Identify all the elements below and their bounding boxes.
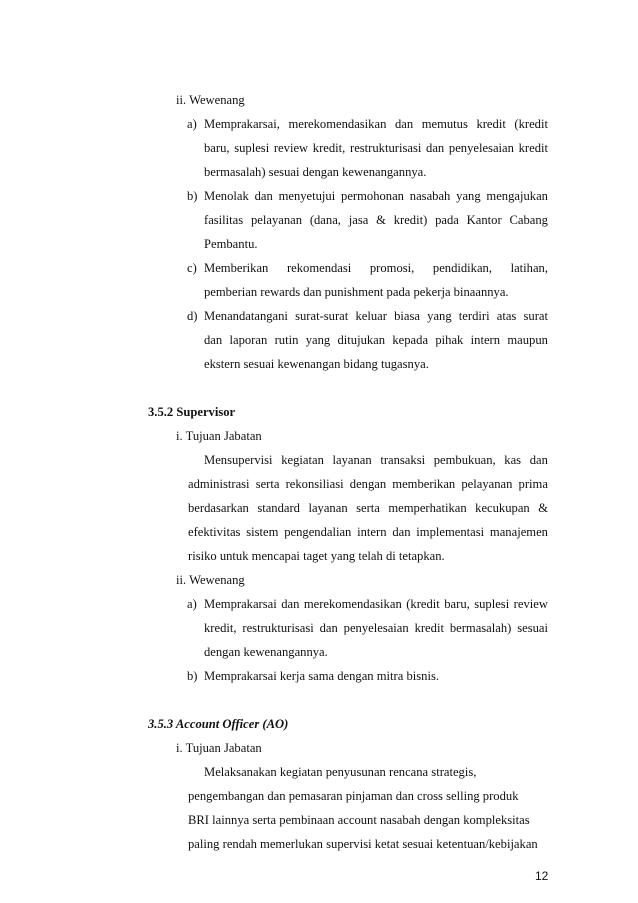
list-item-line	[204, 188, 548, 204]
word: intern	[357, 525, 387, 539]
list-item-line: Memprakarsai kerja sama dengan mitra bisnis.	[204, 669, 440, 683]
paragraph-line: risiko untuk mencapai taget yang telah di tetapkan.	[188, 549, 445, 563]
word: kredit)	[393, 213, 428, 227]
word: layanan	[332, 453, 372, 467]
wewenang-heading-prev: ii. Wewenang	[176, 93, 245, 107]
word: Cabang	[509, 213, 548, 227]
word: nasabah	[409, 189, 451, 203]
word: penyelesaian	[343, 621, 409, 635]
word: rekonsiliasi	[285, 477, 344, 491]
word: pihak	[435, 333, 464, 347]
word: dan	[281, 597, 300, 611]
word: kredit	[476, 117, 506, 131]
list-marker: d)	[187, 309, 198, 323]
paragraph-line: Melaksanakan kegiatan penyusunan rencana strategis,	[204, 765, 477, 779]
word: kegiatan	[281, 453, 324, 467]
paragraph-line: paling rendah memerlukan supervisi ketat sesuai ketentuan/kebijakan	[188, 837, 538, 851]
subsection-heading: i. Tujuan Jabatan	[176, 741, 262, 755]
word: atas	[496, 309, 517, 323]
word: baru,	[444, 597, 470, 611]
word: pendidikan,	[432, 261, 492, 275]
paragraph-line	[188, 524, 548, 540]
list-marker: b)	[187, 189, 198, 203]
word: laporan	[229, 333, 268, 347]
list-item-line	[204, 596, 548, 612]
list-item-line	[204, 260, 548, 276]
paragraph-line	[188, 476, 548, 492]
word: jasa	[348, 213, 369, 227]
word: standard	[257, 501, 300, 515]
word: surat	[523, 309, 548, 323]
page-number: 12	[535, 869, 549, 883]
word: intern	[470, 333, 501, 347]
section-heading: 3.5.2 Supervisor	[148, 405, 236, 419]
word: Memprakarsai	[204, 597, 277, 611]
word: (dana,	[309, 213, 341, 227]
word: dan	[319, 621, 338, 635]
word: yang	[456, 189, 481, 203]
word: fasilitas	[204, 213, 244, 227]
word: bermasalah)	[449, 621, 512, 635]
word: dan	[254, 189, 273, 203]
word: rutin	[274, 333, 299, 347]
word: implementasi	[416, 525, 485, 539]
word: restrukturisasi	[350, 141, 422, 155]
word: administrasi	[188, 477, 250, 491]
word: latihan,	[510, 261, 548, 275]
word: manajemen	[489, 525, 548, 539]
word: Menolak	[204, 189, 249, 203]
word: (kredit	[406, 597, 440, 611]
word: permohonan	[341, 189, 404, 203]
word: layanan	[308, 501, 348, 515]
word: menyetujui	[278, 189, 336, 203]
word: kredit,	[312, 141, 346, 155]
word: pelayanan	[250, 213, 303, 227]
word: dan	[392, 525, 411, 539]
word: mengajukan	[486, 189, 548, 203]
word: &	[376, 213, 386, 227]
list-item-line: bermasalah) sesuai dengan kewenangannya.	[204, 165, 427, 179]
word: suplesi	[474, 597, 510, 611]
word: merekomendasikan	[303, 597, 402, 611]
word: kecukupan	[475, 501, 530, 515]
list-item-line	[204, 116, 548, 132]
word: pada	[435, 213, 459, 227]
word: efektivitas	[188, 525, 241, 539]
word: memperhatikan	[388, 501, 467, 515]
list-item-line: dengan kewenangannya.	[204, 645, 328, 659]
word: restrukturisasi	[242, 621, 314, 635]
word: kredit,	[204, 621, 237, 635]
word: dan	[529, 453, 548, 467]
list-marker: b)	[187, 669, 198, 683]
word: dengan	[349, 477, 387, 491]
word: keluar	[355, 309, 387, 323]
word: serta	[255, 477, 280, 491]
word: review	[513, 597, 548, 611]
list-item-line	[204, 620, 548, 636]
word: pengendalian	[284, 525, 352, 539]
list-item-line	[204, 140, 548, 156]
word: kas	[504, 453, 522, 467]
word: pelayanan	[461, 477, 513, 491]
word: sistem	[246, 525, 279, 539]
word: kepada	[392, 333, 429, 347]
word: Memberikan	[204, 261, 269, 275]
subsection-heading: i. Tujuan Jabatan	[176, 429, 262, 443]
word: (kredit	[514, 117, 548, 131]
word: kredit	[518, 141, 548, 155]
list-item-line: Pembantu.	[204, 237, 258, 251]
word: biasa	[394, 309, 420, 323]
word: ditujukan	[337, 333, 386, 347]
word: berdasarkan	[188, 501, 249, 515]
word: kredit	[414, 621, 444, 635]
list-marker: a)	[187, 117, 197, 131]
word: yang	[427, 309, 452, 323]
word: surat-surat	[295, 309, 349, 323]
word: Memprakarsai,	[204, 117, 280, 131]
paragraph-line	[188, 500, 548, 516]
word: dan	[394, 117, 414, 131]
word: pembukuan,	[433, 453, 496, 467]
word: Menandatangani	[204, 309, 288, 323]
word: &	[538, 501, 548, 515]
word: dan	[204, 333, 223, 347]
word: merekomendasikan	[288, 117, 387, 131]
paragraph-line	[204, 452, 548, 468]
word: yang	[305, 333, 331, 347]
word: rekomendasi	[286, 261, 352, 275]
word: serta	[356, 501, 380, 515]
word: review	[273, 141, 309, 155]
paragraph-line: BRI lainnya serta pembinaan account nasabah dengan kompleksitas	[188, 813, 530, 827]
word: transaksi	[380, 453, 426, 467]
paragraph-line: pengembangan dan pemasaran pinjaman dan cross selling produk	[188, 789, 519, 803]
word: promosi,	[369, 261, 415, 275]
word: sesuai	[517, 621, 548, 635]
word: memutus	[421, 117, 468, 131]
subsection-heading: ii. Wewenang	[176, 573, 245, 587]
word: baru,	[204, 141, 230, 155]
word: prima	[518, 477, 548, 491]
section-heading: 3.5.3 Account Officer (AO)	[148, 717, 289, 731]
word: penyelesaian	[448, 141, 514, 155]
word: memberikan	[392, 477, 456, 491]
list-marker: a)	[187, 597, 197, 611]
list-item-line: ekstern sesuai kewenangan bidang tugasnya.	[204, 357, 429, 371]
list-item-line	[204, 308, 548, 324]
word: maupun	[507, 333, 548, 347]
word: suplesi	[234, 141, 270, 155]
word: Kantor	[466, 213, 502, 227]
word: dan	[426, 141, 445, 155]
list-item-line	[204, 332, 548, 348]
list-item-line: pemberian rewards dan punishment pada pekerja binaannya.	[204, 285, 509, 299]
word: Mensupervisi	[204, 453, 273, 467]
list-marker: c)	[187, 261, 197, 275]
word: terdiri	[458, 309, 490, 323]
list-item-line	[204, 212, 548, 228]
